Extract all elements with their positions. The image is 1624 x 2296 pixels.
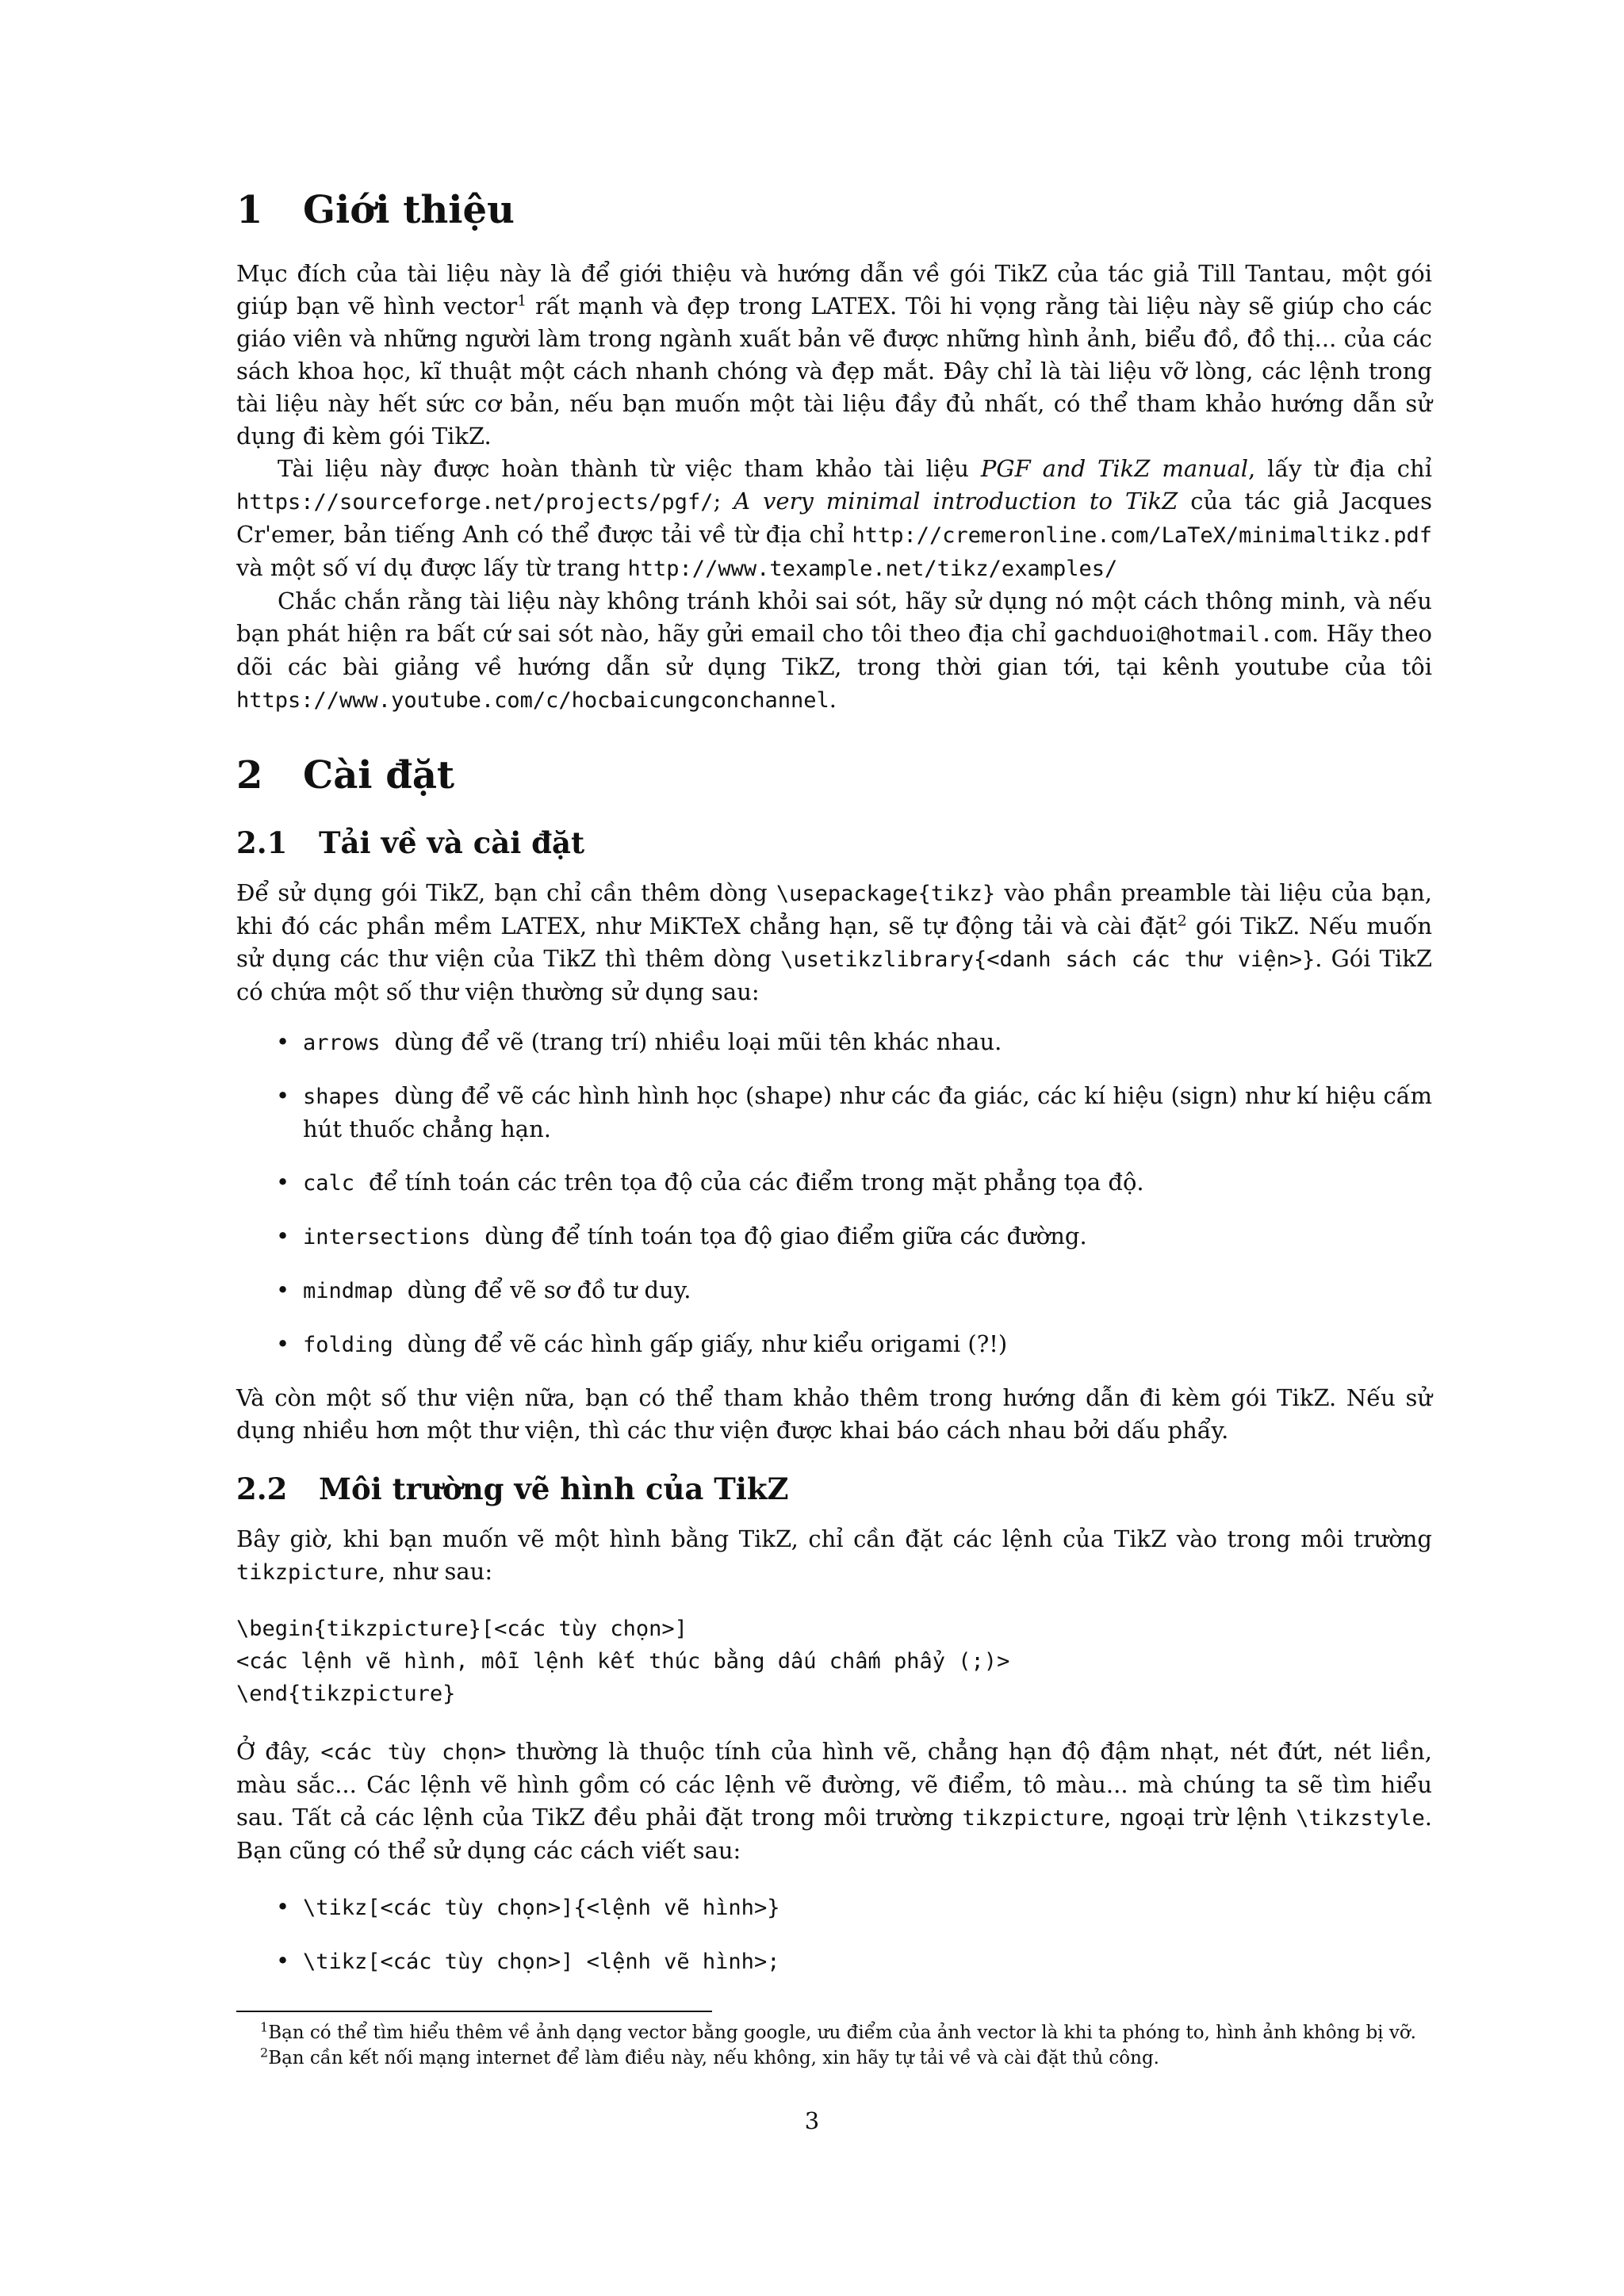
intro-paragraph (236, 258, 1432, 453)
bullet-icon: • (276, 1028, 290, 1055)
subsection-2-1-heading (236, 823, 1432, 863)
list-item (276, 1220, 1432, 1253)
bullet-icon: • (276, 1947, 290, 1974)
install-paragraph (236, 877, 1432, 1008)
text: Bây giờ, khi bạn muốn vẽ một hình bằng TikZ, chỉ cần đặt các lệnh của TikZ vào trong môi trường (236, 1525, 1432, 1552)
footnote-mark: 1 (260, 2019, 269, 2035)
link[interactable]: https://sourceforge.net/projects/pgf/ (236, 490, 714, 515)
footnote-1 (236, 2020, 1432, 2045)
text: của tác giả Jacques Cr'emer, bản tiếng Anh có thể được tải về từ địa chỉ (236, 488, 1432, 548)
subsection-number: 2.2 (236, 1471, 288, 1506)
text: Để sử dụng gói TikZ, bạn chỉ cần thêm dòng (236, 879, 776, 906)
library-list (236, 1026, 1432, 1361)
link[interactable]: http://cremeronline.com/LaTeX/minimaltikz.pdf (852, 523, 1432, 548)
inline-code: \tikzstyle (1296, 1806, 1425, 1831)
text: Tài liệu này được hoàn thành từ việc tham khảo tài liệu (278, 455, 981, 482)
text: vào phần preamble tài liệu của bạn, khi đó các phần mềm LATEX, như MiKTeX chẳng hạn, sẽ tự động tải và cài đặt (236, 879, 1432, 939)
library-name: intersections (303, 1225, 471, 1249)
text: . (829, 686, 837, 713)
code-line: \begin{tikzpicture}[<các tùy chọn>] (236, 1617, 688, 1641)
syntax-list (236, 1891, 1432, 1978)
list-item (276, 1945, 1432, 1978)
library-description: dùng để vẽ sơ đồ tư duy. (407, 1276, 691, 1303)
library-description: dùng để vẽ các hình hình học (shape) như các đa giác, các kí hiệu (sign) như kí hiệu cấm hút thuốc chẳng hạn. (303, 1082, 1432, 1142)
footnote-mark: 2 (260, 2045, 269, 2061)
text: ; (713, 488, 734, 515)
bullet-icon: • (276, 1330, 290, 1357)
footnote-text: Bạn có thể tìm hiểu thêm về ảnh dạng vector bằng google, ưu điểm của ảnh vector là khi ta phóng to, hình ảnh không bị vỡ. (268, 2022, 1416, 2043)
syntax-form: \tikz[<các tùy chọn>] <lệnh vẽ hình>; (303, 1950, 780, 1974)
list-item (276, 1891, 1432, 1924)
section-2-heading (236, 752, 1432, 799)
text: gói TikZ. Nếu muốn sử dụng các thư viện của TikZ thì thêm dòng (236, 913, 1432, 972)
section-title: Cài đặt (303, 753, 455, 798)
section-number: 2 (236, 753, 263, 798)
inline-code: \usetikzlibrary{<danh sách các thư viện>} (780, 947, 1316, 972)
subsection-2-2-heading (236, 1469, 1432, 1509)
text: Chắc chắn rằng tài liệu này không tránh khỏi sai sót, hãy sử dụng nó một cách thông minh, và nếu bạn phát hiện ra bất cứ sai sót nào, hãy gửi email cho tôi theo địa chỉ (236, 587, 1432, 647)
subsection-number: 2.1 (236, 825, 288, 860)
inline-code: <các tùy chọn> (320, 1740, 507, 1765)
library-name: folding (303, 1333, 393, 1357)
environment-paragraph (236, 1523, 1432, 1589)
bullet-icon: • (276, 1169, 290, 1196)
library-description: dùng để tính toán tọa độ giao điểm giữa các đường. (485, 1223, 1087, 1249)
subsection-title: Tải về và cài đặt (319, 825, 585, 860)
list-item (276, 1026, 1432, 1059)
library-name: shapes (303, 1085, 381, 1109)
footnote-rule (236, 2011, 712, 2012)
footnote-ref-2[interactable]: 2 (1177, 912, 1187, 930)
library-name: arrows (303, 1031, 381, 1055)
text: , ngoại trừ lệnh (1104, 1804, 1297, 1831)
reference-title: A very minimal introduction to TikZ (733, 488, 1178, 515)
text: . Hãy theo dõi các bài giảng về hướng dẫn sử dụng TikZ, trong thời gian tới, tại kênh youtube của tôi (236, 620, 1432, 680)
contact-paragraph (236, 585, 1432, 717)
libraries-outro: Và còn một số thư viện nữa, bạn có thể tham khảo thêm trong hướng dẫn đi kèm gói TikZ. Nếu sử dụng nhiều hơn một thư viện, thì các thư viện được khai báo cách nhau bởi dấu phẩy. (236, 1384, 1432, 1444)
options-paragraph (236, 1735, 1432, 1867)
library-description: dùng để vẽ các hình gấp giấy, như kiểu origami (?!) (407, 1330, 1008, 1357)
list-item (276, 1328, 1432, 1361)
document-page (236, 186, 1432, 1999)
inline-code: \usepackage{tikz} (776, 882, 996, 906)
code-block (236, 1613, 1432, 1710)
text: Ở đây, (236, 1738, 321, 1765)
syntax-form: \tikz[<các tùy chọn>]{<lệnh vẽ hình>} (303, 1896, 780, 1920)
library-name: calc (303, 1171, 355, 1196)
page-number: 3 (804, 2107, 820, 2134)
bullet-icon: • (276, 1276, 290, 1303)
code-line: <các lệnh vẽ hình, mỗi lệnh kết thúc bằng dấu chấm phẩy (;)> (236, 1649, 1010, 1674)
footnotes (236, 2020, 1432, 2071)
section-title: Giới thiệu (303, 188, 515, 232)
email-link[interactable]: gachduoi@hotmail.com (1053, 622, 1312, 647)
footnote-ref-1[interactable]: 1 (517, 292, 527, 310)
text: thường là thuộc tính của hình vẽ, chẳng hạn độ đậm nhạt, nét đứt, nét liền, màu sắc... Các lệnh vẽ hình gồm có các lệnh vẽ đường, vẽ điểm, tô màu... mà chúng ta sẽ tìm hiểu sau. Tất cả các lệnh của TikZ đều phải đặt trong môi trường (236, 1738, 1432, 1831)
code-line: \end{tikzpicture} (236, 1682, 456, 1706)
text: rất mạnh và đẹp trong LATEX. Tôi hi vọng rằng tài liệu này sẽ giúp cho các giáo viên và những người làm trong ngành xuất bản vẽ được những hình ảnh, biểu đồ, đồ thị... của các sách khoa học, kĩ thuật một cách nhanh chóng và đẹp mắt. Đây chỉ là tài liệu vỡ lòng, các lệnh trong tài liệu này hết sức cơ bản, nếu bạn muốn một tài liệu đầy đủ nhất, có thể tham khảo hướng dẫn sử dụng đi kèm gói TikZ. (236, 293, 1432, 450)
list-item (276, 1274, 1432, 1307)
youtube-link[interactable]: https://www.youtube.com/c/hocbaicungconchannel (236, 688, 829, 713)
bullet-icon: • (276, 1082, 290, 1109)
references-paragraph (236, 453, 1432, 585)
footnote-2 (236, 2045, 1432, 2071)
text: . Gói TikZ có chứa một số thư viện thường sử dụng sau: (236, 945, 1432, 1005)
bullet-icon: • (276, 1893, 290, 1920)
library-name: mindmap (303, 1279, 393, 1303)
library-description: để tính toán các trên tọa độ của các điểm trong mặt phẳng tọa độ. (369, 1169, 1144, 1196)
footnote-text: Bạn cần kết nối mạng internet để làm điều này, nếu không, xin hãy tự tải về và cài đặt thủ công. (268, 2048, 1159, 2068)
reference-title: PGF and TikZ manual (980, 455, 1249, 482)
inline-code: tikzpicture (962, 1806, 1105, 1831)
text: , lấy từ địa chỉ (1248, 455, 1432, 482)
bullet-icon: • (276, 1223, 290, 1249)
link[interactable]: http://www.texample.net/tikz/examples/ (627, 557, 1118, 581)
text: . Bạn cũng có thể sử dụng các cách viết sau: (236, 1804, 1433, 1864)
section-1-heading (236, 186, 1432, 234)
section-number: 1 (236, 188, 263, 232)
text: và một số ví dụ được lấy từ trang (236, 554, 628, 581)
subsection-title: Môi trường vẽ hình của TikZ (319, 1471, 789, 1506)
text: , như sau: (377, 1558, 493, 1585)
library-description: dùng để vẽ (trang trí) nhiều loại mũi tên khác nhau. (394, 1028, 1002, 1055)
list-item (276, 1166, 1432, 1200)
inline-code: tikzpicture (236, 1560, 378, 1585)
text: Mục đích của tài liệu này là để giới thiệu và hướng dẫn về gói TikZ của tác giả Till Tantau, một gói giúp bạn vẽ hình vector (236, 260, 1432, 320)
list-item (276, 1080, 1432, 1146)
